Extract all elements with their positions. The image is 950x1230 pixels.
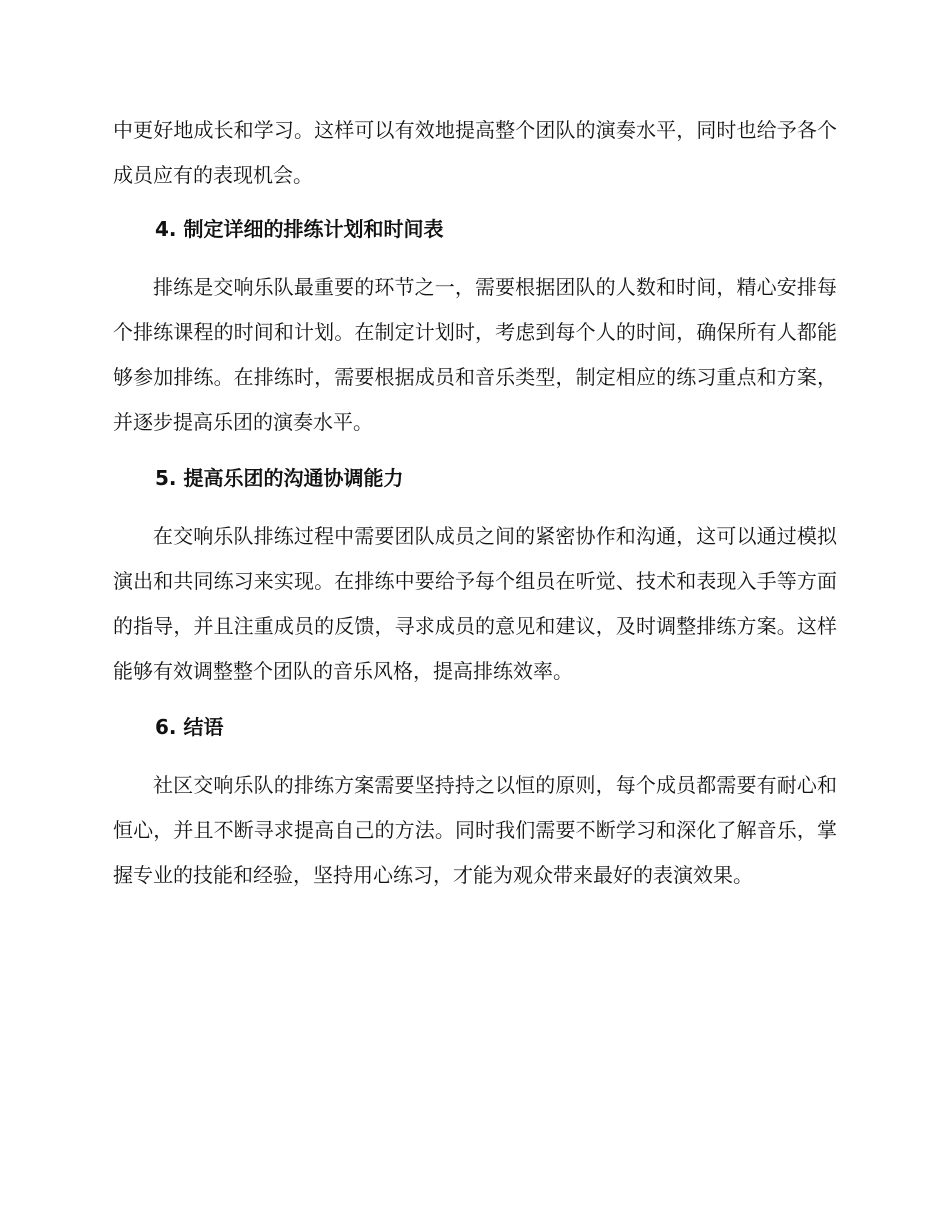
section-paragraph-4: 排练是交响乐队最重要的环节之一，需要根据团队的人数和时间，精心安排每个排练课程的时间和计划。在制定计划时，考虑到每个人的时间，确保所有人都能够参加排练。在排练时，需要根据成员和音乐类型，制定相应的练习重点和方案，并逐步提高乐团的演奏水平。 [113,275,837,434]
intro-paragraph: 中更好地成长和学习。这样可以有效地提高整个团队的演奏水平，同时也给予各个成员应有的表现机会。 [113,118,837,187]
section-heading-6: 6. 结语 [155,715,224,739]
section-paragraph-6: 社区交响乐队的排练方案需要坚持持之以恒的原则，每个成员都需要有耐心和恒心，并且不断寻求提高自己的方法。同时我们需要不断学习和深化了解音乐，掌握专业的技能和经验，坚持用心练习，才能为观众带来最好的表演效果。 [113,773,837,887]
document-page [113,108,837,898]
section-heading-5: 5. 提高乐团的沟通协调能力 [155,466,404,490]
section-heading-4: 4. 制定详细的排练计划和时间表 [155,217,444,241]
section-paragraph-5: 在交响乐队排练过程中需要团队成员之间的紧密协作和沟通，这可以通过模拟演出和共同练习来实现。在排练中要给予每个组员在听觉、技术和表现入手等方面的指导，并且注重成员的反馈，寻求成员的意见和建议，及时调整排练方案。这样能够有效调整整个团队的音乐风格，提高排练效率。 [113,524,837,683]
